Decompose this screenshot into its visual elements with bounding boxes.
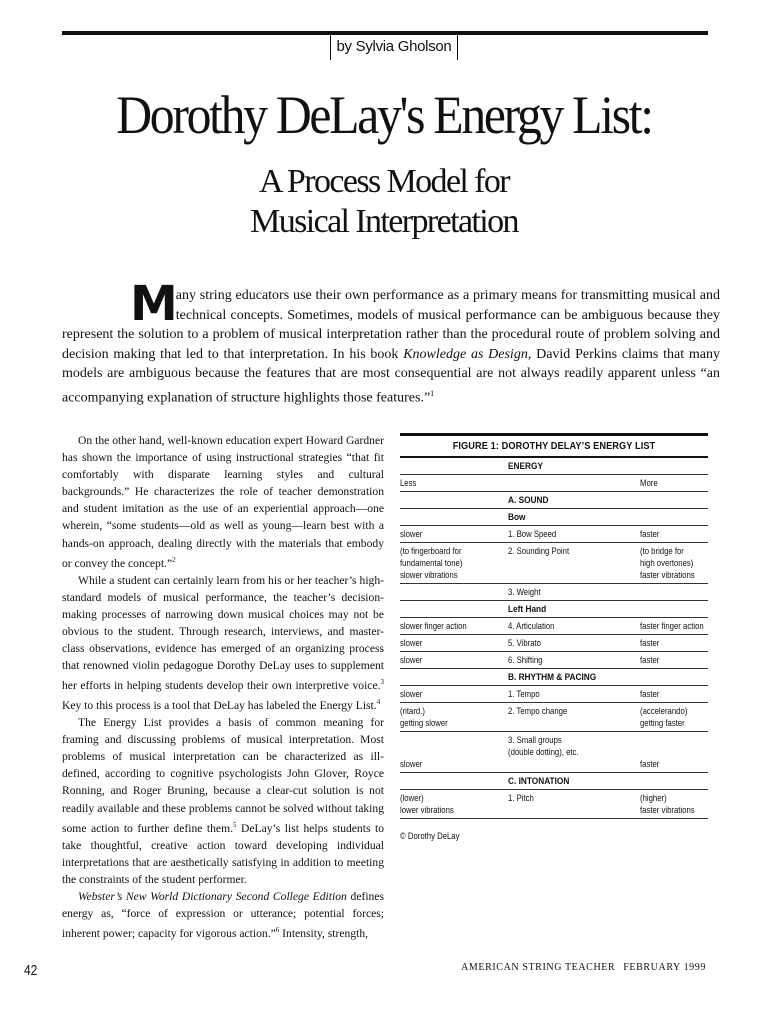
figure-category-cell [508,703,640,731]
figure-less-cell [400,669,508,685]
figure-cell-line: B. RHYTHM & PACING [508,671,597,682]
figure-cell-line: slower [400,528,423,539]
body-text: On the other hand, well-known education expert Howard Gardner has shown the importance of using instructional strategies “that fit comfortably with disparate learning styles and cultural backgrounds.” He characterizes the role of teacher demonstration and student imitation as the use of an experiential approach—one wherein, “some students—old as well as young—learn best with a hands-on approach, dealing directly with the materials that embody or convey the concept.” [62,434,384,570]
figure-more-cell [640,458,708,474]
figure-cell-line: faster [640,654,660,665]
figure-cell-line [400,511,493,523]
body-text: defines energy as, “force of expression or utterance; potential forces; inherent power; capacity for vigorous action.” [62,889,384,940]
figure-less-cell [400,509,508,525]
figure-category-cell [508,773,640,789]
figure-cell-line: 1. Bow Speed [508,528,557,539]
figure-cell-line [400,586,493,598]
figure-less-cell [400,458,508,474]
figure-category-cell [508,526,640,542]
figure-cell-line: (lower) [400,792,424,803]
figure-cell-line: 4. Articulation [508,620,555,631]
figure-cell-line [640,734,698,746]
figure-cell-line: (accelerando) [640,705,688,716]
figure-less-cell [400,790,508,818]
figure-cell-line: slower [400,654,423,665]
body-text: Key to this process is a tool that DeLay has labeled the Energy List. [62,698,377,712]
figure-cell-line: (ritard.) [400,705,425,716]
figure-cell-line: 3. Weight [508,586,541,597]
figure-cell-line [400,746,493,758]
figure-cell-line [640,603,698,615]
figure-category-cell [508,635,640,651]
figure-row [400,543,708,584]
figure-category-cell [508,584,640,600]
figure-section-row [400,458,708,475]
figure-cell-line: getting slower [400,717,448,728]
figure-less-cell [400,635,508,651]
footnote-ref: 4 [376,698,381,707]
issue-date: FEBRUARY 1999 [623,962,706,973]
figure-less-cell [400,475,508,491]
figure-category-cell [508,601,640,617]
figure-copyright: © Dorothy DeLay [400,830,460,841]
footnote-ref: 2 [172,555,176,564]
figure-category-cell [508,618,640,634]
figure-less-cell [400,618,508,634]
figure-less-cell [400,543,508,583]
figure-more-cell [640,509,708,525]
figure-cell-line: faster [640,528,660,539]
figure-cell-line: Less [400,477,417,488]
figure-cell-line: Left Hand [508,603,547,614]
lead-paragraph [62,276,721,408]
figure-section-row [400,773,708,790]
figure-more-cell [640,601,708,617]
figure-less-cell [400,526,508,542]
figure-category-cell [508,652,640,668]
figure-more-cell [640,790,708,818]
figure-more-cell [640,584,708,600]
figure-row [400,475,708,492]
figure-less-cell [400,732,508,772]
figure-cell-line: (to bridge for [640,545,684,556]
figure-cell-line: faster [640,688,660,699]
figure-row [400,732,708,773]
figure-cell-line [640,511,698,523]
figure-category-cell [508,732,640,772]
figure-more-cell [640,543,708,583]
figure-cell-line: faster [640,758,660,769]
body-text: While a student can certainly learn from his or her teacher’s high-standard models of musical performance, the teacher’s decision-making processes of narrowing down musical choices may not be obvious to the student. Through research, interviews, and master-class observations, evidence has emerged of an organizing process that renowned violin pedagogue Dorothy DeLay uses to supplement her efforts in helping students develop their own interpretive voice. [62,573,384,693]
figure-cell-line: 3. Small groups [508,734,562,745]
footnote-ref: 6 [275,926,280,935]
body-paragraph-4 [62,888,384,942]
figure-category-cell [508,790,640,818]
figure-table [400,458,708,819]
figure-cell-line: slower finger action [400,620,467,631]
figure-cell-line: A. SOUND [508,494,549,505]
body-text: DeLay’s list helps students to take thoughtful, creative action toward developing individual interpretations that are aesthetically satisfying in addition to meeting the constraints of the student performer. [62,821,384,886]
figure-cell-line: slower [400,637,423,648]
figure-row [400,618,708,635]
body-paragraph-3 [62,714,384,888]
figure-cell-line [400,734,493,746]
figure-row [400,652,708,669]
body-text: The Energy List provides a basis of common meaning for framing and discussing problems of musical interpretation. Most problems of musical interpretation can be characterized as ill-defined, according to cognitive psychologists John Glover, Royce Ronning, and Roger Bruning, because a clear-cut solution is not readily available and these problems cannot be solved without taking some action to further define them. [62,716,384,835]
lead-book-title: Knowledge as Design [403,346,528,362]
lead-text-1: any string educators use their own performance as a primary means for transmitting musical and technical concepts. Sometimes, models of musical performance can be ambiguous because they represent the solution to a problem of musical interpretation rather than the procedural route of problem solving and decision making that led to that interpretation. In his book [62,288,720,362]
figure-cell-line: 6. Shifting [508,654,543,665]
figure-category-cell [508,458,640,474]
byline: by Sylvia Gholson [330,34,458,60]
figure-section-row [400,669,708,686]
figure-more-cell [640,492,708,508]
figure-cell-line [400,603,493,615]
figure-more-cell [640,526,708,542]
figure-cell-line: 5. Vibrato [508,637,542,648]
figure-cell-line [400,775,493,787]
figure-less-cell [400,584,508,600]
figure-less-cell [400,773,508,789]
figure-more-cell [640,652,708,668]
figure-cell-line [400,494,493,506]
figure-cell-line: slower vibrations [400,569,458,580]
figure-category-cell [508,543,640,583]
figure-more-cell [640,686,708,702]
energy-list-figure [400,433,708,841]
figure-cell-line: faster finger action [640,620,704,631]
figure-row [400,526,708,543]
figure-cell-line: 2. Tempo change [508,705,568,716]
figure-row [400,635,708,652]
article-subtitle [0,162,768,242]
running-footer [461,962,706,973]
figure-less-cell [400,492,508,508]
figure-cell-line: C. INTONATION [508,775,570,786]
figure-cell-line: slower [400,758,423,769]
figure-cell-line: faster vibrations [640,569,695,580]
figure-category-cell [508,686,640,702]
figure-cell-line [640,671,698,683]
journal-name: AMERICAN STRING TEACHER [461,962,616,973]
figure-more-cell [640,475,708,491]
page-number: 42 [24,962,38,979]
figure-less-cell [400,652,508,668]
figure-category-cell [508,509,640,525]
figure-cell-line: getting faster [640,717,685,728]
figure-cell-line [640,460,698,472]
figure-less-cell [400,703,508,731]
figure-cell-line: (double dotting), etc. [508,746,579,757]
figure-row [400,584,708,601]
subtitle-line-1: A Process Model for [258,163,510,200]
figure-row [400,686,708,703]
figure-row [400,703,708,732]
figure-less-cell [400,601,508,617]
body-paragraph-1 [62,432,384,572]
figure-cell-line: (to fingerboard for [400,545,462,556]
figure-cell-line [508,477,622,489]
footnote-ref: 1 [430,388,435,398]
figure-cell-line: 2. Sounding Point [508,545,570,556]
drop-cap: M [130,276,175,332]
subtitle-line-2: Musical Interpretation [250,203,518,240]
figure-row [400,790,708,819]
footnote-ref: 3 [380,678,384,687]
figure-category-cell [508,669,640,685]
figure-section-row [400,601,708,618]
footnote-ref: 5 [232,820,237,829]
figure-more-cell [640,703,708,731]
figure-cell-line: (higher) [640,792,667,803]
figure-title: FIGURE 1: DOROTHY DELAY’S ENERGY LIST [452,441,656,452]
figure-cell-line [640,494,698,506]
body-column [62,432,384,942]
figure-cell-line [640,746,698,758]
figure-cell-line: 1. Pitch [508,792,534,803]
figure-cell-line: More [640,477,658,488]
figure-section-row [400,509,708,526]
lead-text-2: , David Perkins claims that many models are ambiguous because the features that are most consequential are not always readily apparent unless “an accompanying explanation of structure highlights those features.” [62,346,721,406]
figure-more-cell [640,773,708,789]
figure-more-cell [640,635,708,651]
figure-more-cell [640,618,708,634]
figure-cell-line [640,775,698,787]
figure-more-cell [640,669,708,685]
figure-cell-line: 1. Tempo [508,688,540,699]
figure-cell-line: high overtones) [640,557,694,568]
figure-category-cell [508,475,640,491]
figure-cell-line [400,460,493,472]
figure-cell-line: fundamental tone) [400,557,463,568]
dictionary-title: Webster’s New World Dictionary Second College Edition [78,889,347,903]
figure-cell-line: lower vibrations [400,804,454,815]
figure-cell-line: faster [640,637,660,648]
figure-cell-line: Bow [508,511,526,522]
figure-category-cell [508,492,640,508]
figure-cell-line [640,586,698,598]
figure-cell-line: faster vibrations [640,804,695,815]
figure-less-cell [400,686,508,702]
body-paragraph-2 [62,572,384,714]
figure-more-cell [640,732,708,772]
article-title: Dorothy DeLay's Energy List: [116,85,652,145]
figure-cell-line: slower [400,688,423,699]
body-text: Intensity, strength, [279,926,369,940]
figure-cell-line [400,671,493,683]
figure-section-row [400,492,708,509]
figure-cell-line: ENERGY [508,460,543,471]
